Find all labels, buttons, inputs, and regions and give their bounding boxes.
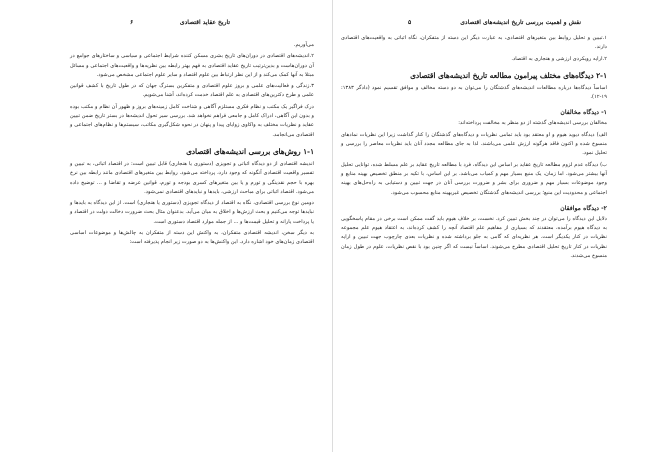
- left-page-header-title: تاریخ عقاید اقتصادی: [179, 19, 230, 26]
- paragraph: دومین نوع بررسی اقتصادی، نگاه به اقتصاد از دیدگاه تجویزی (دستوری یا هنجاری) است. از این دیدگاه به بایدها و نبایدها توجه می‌کنیم و بحث ارزش‌ها و اخلاق به میان می‌آید. بدعنوان مثال بحث ضرورت دخالت دولت در اقتصاد و یا پرداخت یارانه و تحلیل قیمت‌ها و ... از جمله موارد اقتصاد دستوری است.: [70, 200, 314, 225]
- section-intro: اساساً دیدگاه‌ها درباره مطالعات اندیشه‌های گذشتگان را می‌توان به دو دسته مخالف و موافق تقسیم نمود (دادگر ۱۳۸۳: ۱۹-۱۲).: [341, 84, 607, 101]
- left-page-number: ۶: [130, 19, 134, 26]
- right-page-header-title: نقش و اهمیت بررسی تاریخ اندیشه‌های اقتصادی: [460, 19, 581, 26]
- left-page-body: [70, 41, 314, 250]
- paragraph: درک فراگیر یک مکتب و نظام فکری مستلزم آگاهی و شناخت کامل زمینه‌های بروز و ظهور آن نظام و مکتب بوده و بدون این آگاهی، ادراک کامل و جامعی فراهم نخواهد شد. بررسی سیر تحول اندیشه‌ها در بستر تاریخ ضمن تبیین عقاید و نظریات مختلف به واکاوی زوایای پیدا و پنهان در نحوه شکل‌گیری مکاتب، سیستم‌ها و نظام‌های اجتماعی و اقتصادی می‌انجامد.: [70, 103, 314, 138]
- paragraph: الف) دیدگاه دیوید هیوم و او معتقد بود باید تمامی نظریات و دیدگاه‌های گذشتگان را کنار گذاشت زیرا این نظریات نمادهای منسوخ شده و اکنون فاقد هرگونه ارزش علمی می‌باشند. لذا به جای مطالعه مجدد آنان باید نظریات معاصر را بررسی و تحلیل نمود.: [341, 131, 607, 157]
- paragraph: ۳.زندگی و فعالیت‌های علمی و بروز علوم اقتصادی و متفکرین بسترگ جهان که در طول تاریخ با کشف قوانین علمی و طرح دکترین‌های اقتصادی به علم اقتصاد خدمت کرده‌اند، آشنا می‌شویم.: [70, 83, 314, 99]
- paragraph: دلایل این دیدگاه را می‌توان در چند بخش تبیین کرد. نخست، بر خلاف هیوم باید گفت ممکن است برخی در مقام پاسخگویی به دیدگاه هیوم برآمده، معتقدند که بسیاری از مفاهیم علم اقتصاد آنچه را کشف کرده‌اند، به اعتقاد هیوم علم مجموعه نظریات در کنار یکدیگر است. هر نظریه‌ای که گامی به جلو برداشته شده و نظریات بعدی چارچوب جهت تبیین و ارایه نظریات در کنار تاریخ تحلیل اقتصادی مطرح می‌شوند. اساساً نیست که اگر چنین بود با نقص نظریات، علوم در طول زمان منسوخ می‌شدند.: [341, 215, 607, 260]
- subsection-heading-proponents: ۲- دیدگاه موافقان: [560, 204, 607, 212]
- paragraph: ب) دیدگاه عدم لزوم مطالعه تاریخ عقاید بر اساس این دیدگاه، فرد با مطالعه تاریخ عقاید بر علم مسلط شده، توانایی تحلیل آنها بیشتر می‌شود. اما زمان، یک منبع بسیار مهم و کمیاب می‌باشد. بر این اساس، با تکیه بر منطق تخصیص بهینه منابع و وجود موضوعات بسیار مهم و ضروری برای بشر و ضرورت بررسی آنان در جهت تبیین و دستیابی به راه‌حل‌های بهینه اجتماعی و محدودیت این منبع؛ بررسی اندیشه‌های گذشتگان تخصیص غیربهینه منابع محسوب می‌شود.: [341, 161, 607, 196]
- subsection-heading-opponents: ۱- دیدگاه مخالفان: [560, 109, 607, 117]
- paragraph: مخالفان بررسی اندیشه‌های گذشته از دو منظر به مخالفت پرداخته‌اند:: [458, 120, 607, 127]
- paragraph: می‌آوریم.: [293, 42, 314, 48]
- right-page: [333, 0, 664, 452]
- right-page-number: ۵: [408, 19, 412, 26]
- paragraph: ۲.اندیشه‌های اقتصادی در دوران‌های تاریخ بشری مسکن کننده شرایط اجتماعی و سیاسی و ساختارهای جوامع در آن دوران‌هاست و بدین‌ترتیب تاریخ عقاید اقتصادی به فهم بهتر رابطه بین نظریه‌ها و واقعیت‌های اجتماعی و مسائل مبتلا به آنها کمک می‌کند و از این نظر ارتباط بین علوم اقتصاد و سایر علوم اجتماعی مشخص می‌شود.: [70, 53, 314, 78]
- list-item: ۲.ارایه رویکردی ارزشی و هنجاری به اقتصاد.: [511, 55, 607, 62]
- paragraph: اندیشه اقتصادی از دو دیدگاه اثباتی و تجویزی (دستوری یا هنجاری) قابل تبیین است: در اقتصاد اثباتی، به تبیین و تفسیر واقعیت اقتصادی آنگونه که وجود دارد، پرداخته می‌شود. روابط بین متغیرهای اقتصادی مانند رابطه بین نرخ بهره با حجم نقدینگی و تورم و یا بین متغیرهای کسری بودجه و تورم، قوانین عرضه و تقاضا و ... توضیح داده می‌شود. اقتصاد اثباتی برای مباحث ارزشی، بایدها و نبایدهای اقتصادی نمی‌شود.: [70, 160, 314, 195]
- list-item: ۱.تبیین و تحلیل روابط بین متغیرهای اقتصادی، به عبارت دیگر این دسته از متفکران، نگاه اثباتی به واقعیت‌های اقتصادی دارند.: [341, 35, 607, 51]
- section-heading: ۱-۱ روش‌های بررسی اندیشه‌های اقتصادی: [186, 146, 314, 156]
- section-heading: ۲-۱ دیدگاه‌های مختلف پیرامون مطالعه تاریخ اندیشه‌های اقتصادی: [410, 70, 607, 80]
- paragraph: به دیگر سخن، اندیشه اقتصادی متفکران، به واکنش این دسته از متفکران به چالش‌ها و موضوعات اساسی اقتصادی زمان‌های خود اشاره دارد. این واکنش‌ها به دو صورت زیر انجام پذیرفته است:: [70, 230, 314, 246]
- right-page-body: [341, 34, 607, 263]
